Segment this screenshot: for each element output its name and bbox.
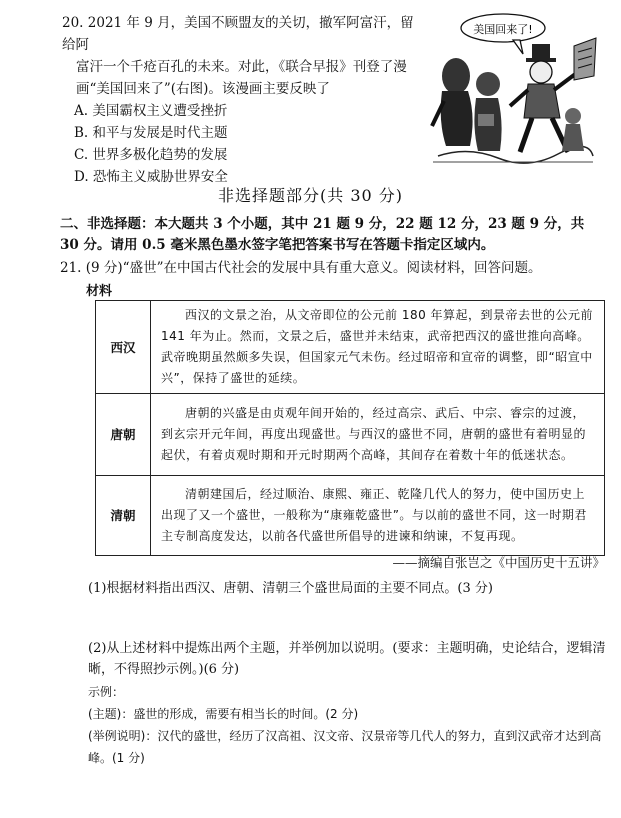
table-row [96,476,605,556]
era-text-cell: 唐朝的兴盛是由贞观年间开始的，经过高宗、武后、中宗、睿宗的过渡，到玄宗开元年间，再度出现盛世。与西汉的盛世不同，唐朝的盛世有着明显的起伏，有着贞观时期和开元时期两个高峰，其间存在着数十年的低迷状态。 [151,394,605,476]
question-20 [62,12,422,188]
question-21-part1: (1)根据材料指出西汉、唐朝、清朝三个盛世局面的主要不同点。(3 分) [88,581,493,596]
table-row [96,301,605,394]
material-label: 材料 [86,284,113,299]
era-cell: 清朝 [96,476,151,556]
section-title: 非选择题部分(共 30 分) [217,186,404,205]
example-label: 示例： [88,685,125,699]
q20-option-d: D. 恐怖主义威胁世界安全 [74,169,228,185]
era-cell: 唐朝 [96,394,151,476]
cartoon-caption: 美国回来了! [473,23,533,36]
example-theme: (主题)：盛世的形成，需要有相当长的时间。(2 分) [88,707,359,721]
q20-option-a: A. 美国霸权主义遭受挫折 [74,103,228,119]
cartoon-drawing [428,6,598,166]
example-block [88,681,608,769]
cartoon-illustration [428,6,598,166]
material-source: ——摘编自张岂之《中国历史十五讲》 [392,555,605,570]
q20-stem-line1: 20. 2021 年 9 月，美国不顾盟友的关切，撤军阿富汗，留给阿 [62,15,414,53]
q20-option-c: C. 世界多极化趋势的发展 [74,147,228,163]
era-text-cell: 西汉的文景之治，从文帝即位的公元前 180 年算起，到景帝去世的公元前 141 年为止。然而，文景之后，盛世并未结束，武帝把西汉的盛世推向高峰。武帝晚期虽然颇多失误，但国家元气未伤。经过昭帝和宣帝的调整，即“昭宣中兴”，保持了盛世的延续。 [151,301,605,394]
q20-stem-line3: 画“美国回来了”(右图)。该漫画主要反映了 [76,81,330,97]
q20-option-b: B. 和平与发展是时代主题 [74,125,228,141]
material-table [95,300,605,556]
q20-stem-line2: 富汗一个千疮百孔的未来。对此，《联合早报》刊登了漫 [76,59,407,75]
table-row [96,394,605,476]
example-explanation: (举例说明)：汉代的盛世，经历了汉高祖、汉文帝、汉景帝等几代人的努力，直到汉武帝才达到高峰。(1 分) [88,729,602,765]
question-21-stem: 21. (9 分)“盛世”在中国古代社会的发展中具有重大意义。阅读材料，回答问题。 [60,260,542,276]
era-text-cell: 清朝建国后，经过顺治、康熙、雍正、乾隆几代人的努力，使中国历史上出现了又一个盛世，一般称为“康雍乾盛世”。与以前的盛世不同，这一时期君主专制高度发达，以前各代盛世所倡导的进谏和纳谏，不复再现。 [151,476,605,556]
section-instructions: 二、非选择题：本大题共 3 个小题，其中 21 题 9 分，22 题 12 分，23 题 9 分，共 30 分。请用 0.5 毫米黑色墨水签字笔把答案书写在答题卡指定区域内。 [60,216,585,253]
era-cell: 西汉 [96,301,151,394]
question-21-part2: (2)从上述材料中提炼出两个主题，并举例加以说明。(要求：主题明确，史论结合，逻辑清晰，不得照抄示例。)(6 分) [88,641,606,677]
